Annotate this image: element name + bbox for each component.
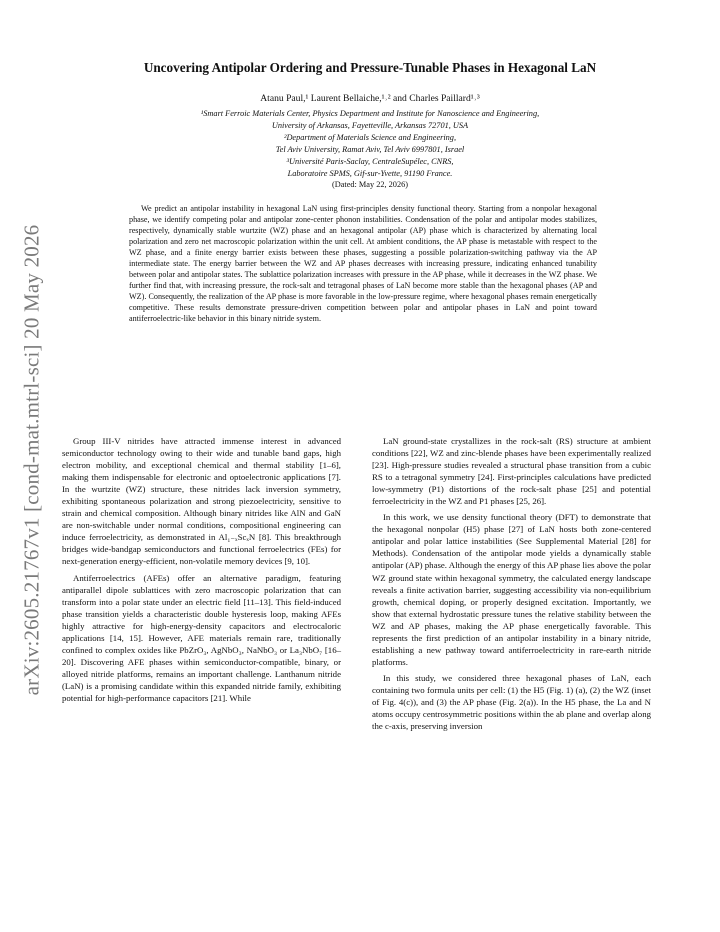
body-column-left [62, 435, 341, 708]
body-paragraph: In this work, we use density functional theory (DFT) to demonstrate that the hexagonal nonpolar (H5) phase [27] of LaN hosts both zone-centered antipolar and polar lattice instabilities (See Supplemental Material [28] for Methods). Condensation of the antipolar mode yields a dynamically stable antipolar (AP) phase. Although the energy of this AP phase lies above the polar WZ ground state within hexagonal symmetry, the calculated energy landscape reveals a finite activation barrier, suggesting accessibility via non-equilibrium growth, chemical doping, or properly designed excitation. Importantly, we show that external hydrostatic pressure tunes the relative stability between the WZ and AP phases, making the AP phase energetically favorable. This represents the first prediction of an antipolar instability in a binary nitride, establishing a new pathway toward antiferroelectricity in rare-earth nitride platforms. [372, 512, 651, 667]
affiliations [60, 108, 680, 191]
abstract: We predict an antipolar instability in hexagonal LaN using first-principles density functional theory. Starting from a nonpolar hexagonal phase, we identify competing polar and antipolar zone-center phonon instabilities. Condensation of the polar and antipolar modes stabilizes, respectively, dynamically stable wurtzite (WZ) phase and an hexagonal antipolar (AP) phase which is characterized by alternating local polarization and zero net macroscopic polarization within the unit cell. At ambient conditions, the AP phase is metastable with respect to the WZ phase, and a finite energy barrier exists between these phases, suggesting a possible polarization-switching pathway via the AP intermediate state. The energy barrier between the WZ and AP phases decreases with increasing pressure, indicating enhanced tunability between polar and antipolar states. The sublattice polarization increases with pressure in the AP phase, while it decreases in the WZ phase. We further find that, with increasing pressure, the rock-salt and tetragonal phases of LaN become more stable than the hexagonal phases (AP and WZ). Consequently, the realization of the AP phase is more favorable in the low-pressure regime, where hexagonal phases remain energetically competitive. These results demonstrate pressure-driven competition between polar and antipolar phases in LaN and point toward antiferroelectric-like behavior in this binary nitride system. [129, 204, 597, 323]
affiliation-line: ²Department of Materials Science and Engineering, [283, 132, 457, 142]
paper-title: Uncovering Antipolar Ordering and Pressure-Tunable Phases in Hexagonal LaN [143, 60, 597, 75]
affiliation-line: Laboratoire SPMS, Gif-sur-Yvette, 91190 France. [287, 168, 453, 178]
body-paragraph: LaN ground-state crystallizes in the rock-salt (RS) structure at ambient conditions [22], WZ and zinc-blende phases have been experimentally realized [23]. High-pressure studies revealed a structural phase transition from a cubic RS to a tetragonal symmetry [24]. First-principles calculations have predicted low-symmetry (P1) distortions of the rock-salt phase [25] and potential ferroelectricity in the WZ and P1 phases [25, 26]. [372, 436, 651, 507]
affiliation-line: ³Université Paris-Saclay, CentraleSupélec, CNRS, [286, 156, 454, 166]
body-paragraph: In this study, we considered three hexagonal phases of LaN, each containing two formula units per cell: (1) the H5 (Fig. 1) (a), (2) the WZ (inset of Fig. 4(c)), and (3) the AP phase (Fig. 2(a)). In the H5 phase, the La and N atoms occupy centrosymmetric positions within the ab plane and overlap along the c-axis, preserving inversion [372, 672, 651, 732]
dated-line: (Dated: May 22, 2026) [331, 180, 409, 190]
body-paragraph: Antiferroelectrics (AFEs) offer an alternative paradigm, featuring antiparallel dipole sublattices with zero macroscopic polarization that can transform into a polar state under an electric field [11–13]. This field-induced phase transition yields a characteristic double hysteresis loop, making AFEs highly attractive for high-energy-density capacitors and electrocaloric applications [14, 15]. However, AFE materials remain rare, traditionally confined to complex oxides like PbZrO₃, AgNbO₃, NaNbO₃ or La₃NbO₇ [16–20]. Discovering AFE phases within semiconductor-compatible, binary, or alloyed nitride platforms, remains an important challenge. Lanthanum nitride (LaN) is a promising candidate within this expanded nitride family, exhibiting potential for high-performance capacitors [21]. While [62, 572, 341, 703]
author-list: Atanu Paul,¹ Laurent Bellaiche,¹˒² and Charles Paillard¹˒³ [260, 93, 480, 104]
affiliation-line: ¹Smart Ferroic Materials Center, Physics Department and Institute for Nanoscience and Engineering, [200, 109, 540, 118]
arxiv-sidebar-stamp [12, 180, 52, 740]
body-paragraph: Group III-V nitrides have attracted immense interest in advanced semiconductor technology owing to their wide and tunable band gaps, high electron mobility, and exceptional chemical and thermal stability [1–6], making them indispensable for electronic and optoelectronic applications [7]. In the wurtzite (WZ) structure, these nitrides lack inversion symmetry, exhibiting spontaneous polarization and strong piezoelectricity, sensitive to strain and chemical composition. Although binary nitrides like AlN and GaN are non-switchable under normal conditions, compositional engineering can induce ferroelectricity, as demonstrated in Al₁₋ₓScₓN [8]. This breakthrough bridges wide-bandgap semiconductors and functional ferroelectrics (FEs) for next-generation energy-efficient, non-volatile memory devices [9, 10]. [62, 436, 341, 567]
arxiv-identifier: arXiv:2605.21767v1 [cond-mat.mtrl-sci] 20 May 2026 [19, 224, 44, 696]
body-column-right [372, 435, 651, 736]
affiliation-line: University of Arkansas, Fayetteville, Arkansas 72701, USA [271, 120, 469, 130]
affiliation-line: Tel Aviv University, Ramat Aviv, Tel Aviv 6997801, Israel [275, 144, 465, 154]
